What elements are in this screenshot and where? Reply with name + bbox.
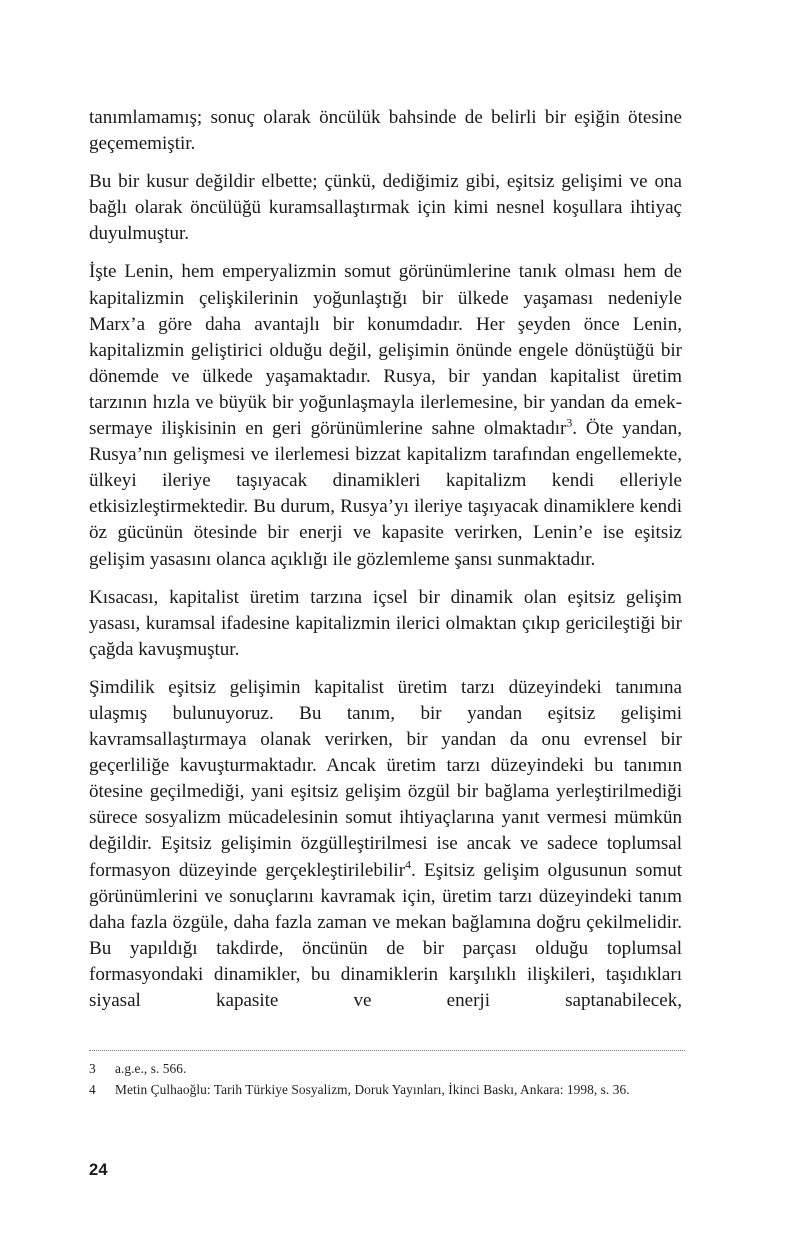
footnote-number: 3 — [89, 1061, 96, 1076]
paragraph-5-text-after-note: . Eşitsiz gelişim olgusunun somut görünümlerini ve sonuçlarını kavramak için, üretim tarzı düzeyindeki tanım daha fazla özgüle, daha fazla zaman ve mekan bağlamına doğru çekilmelidir. Bu yapıldığı takdirde, öncünün de bir parçası olduğu toplumsal formasyondaki dinamikler, bu dinamiklerin karşılıklı ilişkileri, taşıdıkları siyasal kapasite ve enerji saptanabilecek, — [89, 859, 683, 1011]
footnote-separator-rule — [89, 1050, 685, 1052]
footnote-number: 4 — [89, 1082, 96, 1097]
paragraph-3-text-after-note: . Öte yandan, Rusya’nın gelişmesi ve ilerlemesi bizzat kapitalizm tarafından engellemekte, ülkeyi ileriye taşıyacak dinamikleri kapitalizm kendi elleriyle etkisizleştirmektedir. Bu durum, Rusya’yı ileriye taşıyacak dinamiklere kendi öz gücünün ötesinde bir enerji ve kapasite verirken, Lenin’e ise eşitsiz gelişim yasasını olanca açıklığı ile gözlemleme şansı sunmaktadır. — [89, 418, 682, 570]
paragraph-1: tanımlamamış; sonuç olarak öncülük bahsinde de belirli bir eşiğin ötesine geçememiştir. — [89, 107, 682, 155]
footnote-item — [89, 1058, 685, 1079]
footnote-text: Metin Çulhaoğlu: Tarih Türkiye Sosyalizm, Doruk Yayınları, İkinci Baskı, Ankara: 1998, s. 36. — [115, 1082, 630, 1097]
paragraph-3 — [89, 259, 682, 572]
page-number: 24 — [89, 1161, 108, 1179]
footnote-item — [89, 1079, 685, 1100]
footnote-marker-4[interactable]: 4 — [405, 857, 411, 872]
paragraph-5-text-before-note: Şimdilik eşitsiz gelişimin kapitalist üretim tarzı düzeyindeki tanımına ulaşmış bulunuyoruz. Bu tanım, bir yandan eşitsiz gelişimi kavramsallaştırmaya olanak verirken, bir yandan da onu evrensel bir geçerliliğe kavuşturmaktadır. Ancak üretim tarzı düzeyindeki bu tanımın ötesine geçilmediği, yani eşitsiz gelişim özgül bir bağlama yerleştirilmediği sürece sosyalizm mücadelesinin somut ihtiyaçlarına yanıt vermesi mümkün değildir. Eşitsiz gelişimin özgülleştirilmesi ise ancak ve sadece toplumsal formasyon düzeyinde gerçekleştirilebilir — [89, 676, 682, 881]
footnote-text: a.g.e., s. 566. — [115, 1061, 187, 1076]
footnote-marker-3[interactable]: 3 — [566, 415, 573, 430]
paragraph-3-text-before-note: İşte Lenin, hem emperyalizmin somut görünümlerine tanık olması hem de kapitalizmin çelişkilerinin yoğunlaştığı bir ülkede yaşaması nedeniyle Marx’a göre daha avantajlı bir konumdadır. Her şeyden önce Lenin, kapitalizmin geliştirici olduğu değil, gelişimin önünde engele dönüştüğü bir dönemde ve ülkede yaşamaktadır. Rusya, bir yandan kapitalist üretim tarzının hızla ve büyük bir yoğunlaşmayla ilerlemesine, bir yandan da emek-sermaye ilişkisinin en geri görünümlerine sahne olmaktadır — [89, 261, 682, 440]
footnote-area — [89, 1050, 685, 1100]
paragraph-4: Kısacası, kapitalist üretim tarzına içsel bir dinamik olan eşitsiz gelişim yasası, kuramsal ifadesine kapitalizmin ilerici olmaktan çıkıp gericileştiği bir çağda kavuşmuştur. — [89, 586, 682, 660]
paragraph-2: Bu bir kusur değildir elbette; çünkü, dediğimiz gibi, eşitsiz gelişimi ve ona bağlı olarak öncülüğü kuramsallaştırmak için kimi nesnel koşullara ihtiyaç duyulmuştur. — [89, 171, 682, 245]
body-text-column — [89, 105, 682, 1014]
paragraph-5 — [89, 675, 682, 1014]
